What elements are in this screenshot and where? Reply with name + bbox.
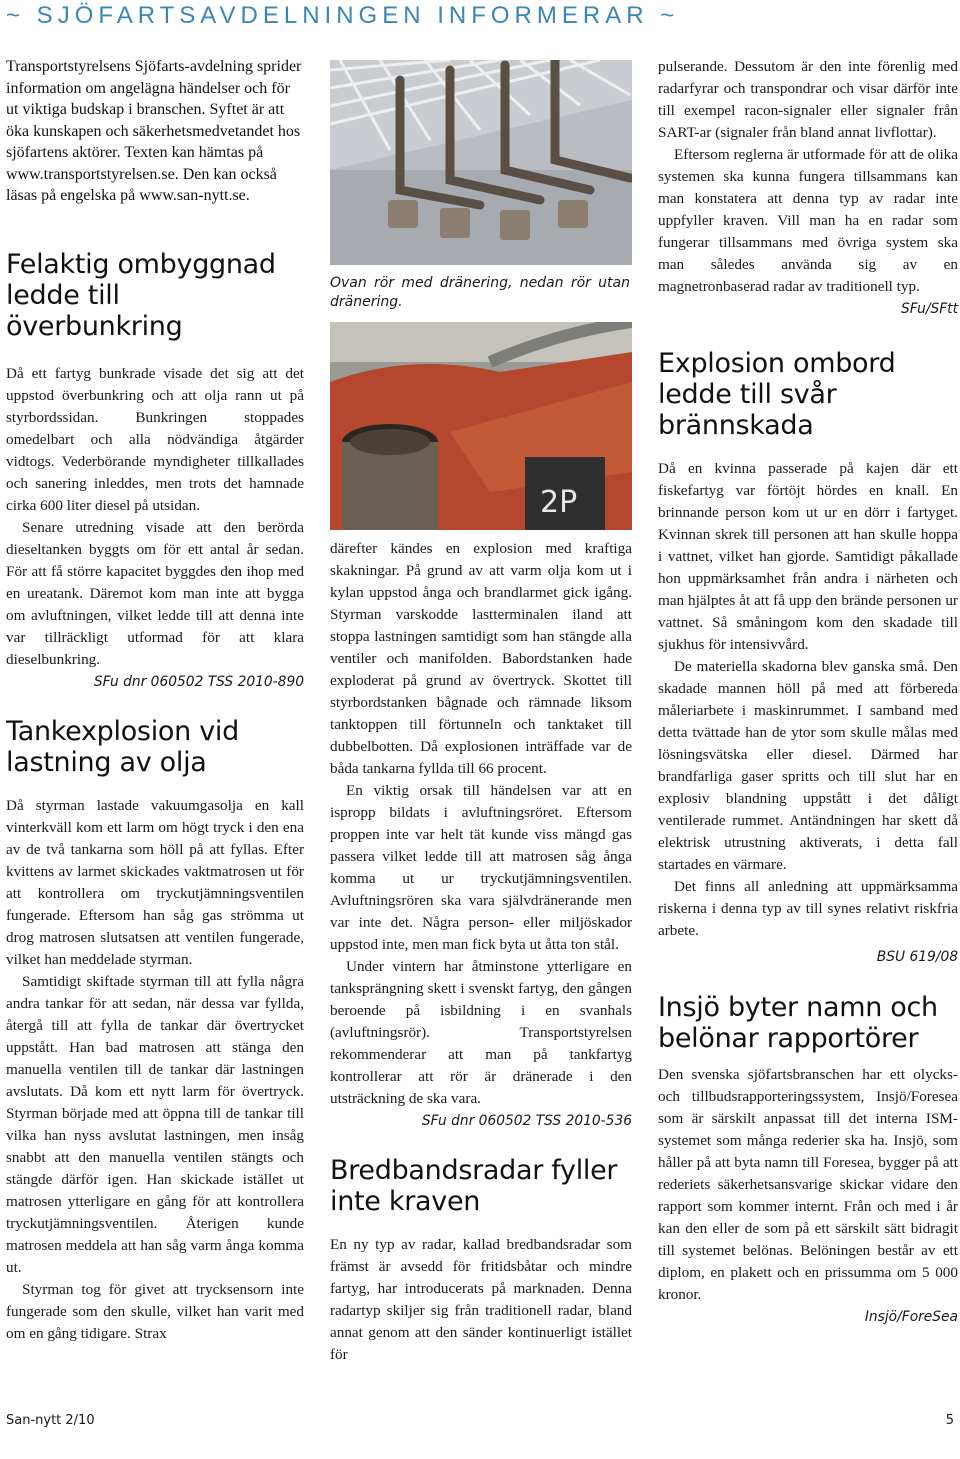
article-paragraph: En viktig orsak till händelsen var att en ispropp bildats i avluftningsröret. Eftersom proppen inte var helt tät kunde viss mängd gas passera vilket ledde till att matrosen såg ånga komma ut ur tryckutjämningsventilen. Avluftningsrören ska vara självdränerande men var inte det. Några person- eller miljöskador uppstod inte, men man fick byta ut åtta ton stål.: [330, 782, 632, 953]
article-paragraph: Då styrman lastade vakuumgasolja en kall vinterkväll kom ett larm om högt tryck i den ena av de två tankarna som höll på att fyllas. Efter kvittens av larmet skickades vaktmatrosen ut för att kontrollera om tryckutjämningsventilen fungerade. Eftersom han såg gas strömma ut drog matrosen slutsatsen att ventilen fungerade, vilket han meddelade styrman.: [6, 796, 304, 968]
article-paragraph: därefter kändes en explosion med kraftiga skakningar. På grund av att varm olja kom ut i kylan uppstod ånga och brandlarmet gick igång. Styrman varskodde lastterminalen iland att stoppa lastningen samtidigt som han stängde alla ventiler och manifolden. Babordstanken hade exploderat på grund av övertryck. Skottet till styrbordstanken bågnade och rämnade liksom tanktoppen till förtunneln och tanktaket till dubbelbotten. Då explosionen inträffade var de båda tankarna fyllda till 66 procent.: [330, 540, 632, 777]
article-paragraph: Det finns all anledning att uppmärksamma riskerna i denna typ av till synes relativt riskfria arbete.: [658, 878, 958, 939]
page-header: [0, 0, 960, 38]
article-title: Tankexplosion vid lastning av olja: [6, 715, 239, 778]
pipes-drained-photo: [330, 60, 632, 265]
article-title: Felaktig ombyggnad ledde till överbunkring: [6, 248, 276, 342]
article-paragraph: Senare utredning visade att den berörda dieseltanken byggts om för ett antal år sedan. För att få större kapacitet byggdes den ihop med en ureatank. Däremot kom man inte att bygga om avluftningen, vilket ledde till att denna inte var tillräckligt utformad för att klara dieselbunkring.: [6, 518, 304, 668]
article-paragraph: En ny typ av radar, kallad bredbandsradar som främst är avsedd för fritidsbåtar och mindre fartyg, har introducerats på marknaden. Denna radartyp skiljer sig från traditionell radar, bland annat genom att den sänder kontinuerligt istället för: [330, 1236, 632, 1363]
pipes-undrained-photo: [330, 322, 632, 530]
footer-issue: San-nytt 2/10: [6, 1413, 95, 1428]
column-3: [658, 56, 958, 1328]
article-title: Insjö byter namn och belönar rapportörer: [658, 992, 938, 1054]
article-paragraph: pulserande. Dessutom är den inte förenlig med radarfyrar och transpondrar och visar därför inte till exempel racon-signaler eller signaler från SART-ar (signaler från bland annat livflottar).: [658, 58, 958, 141]
article-paragraph: Under vintern har åtminstone ytterligare en tanksprängning skett i svenskt fartyg, den gången beroende på isbildning i en svanhals (avluftningsrör). Transportstyrelsen rekommenderar att man på tankfartyg kontrollerar att rör är dränerade i den utsträckning de ska vara.: [330, 958, 632, 1107]
page-number: 5: [945, 1413, 954, 1428]
tank-label: 2P: [540, 485, 578, 520]
article-signature: Insjö/ForeSea: [864, 1309, 958, 1325]
article-paragraph: Då en kvinna passerade på kajen där ett fiskefartyg var förtöjt hördes en knall. En brinnande person kom ut ur en dörr i fartyget. Kvinnan skrek till personen att han skulle hoppa i vattnet, vilket han gjorde. Samtidigt påkallade hon uppmärksamhet från andra i närheten och man hjälptes åt att få upp den brände personen ur vattnet. Så småningom kom den skadade till sjukhus för intensivvård.: [658, 460, 958, 653]
article-signature: SFu/SFtt: [900, 301, 958, 317]
intro-text: Transportstyrelsens Sjöfarts-avdelning sprider information om angelägna händelser och för ut viktiga budskap i branschen. Syftet är att öka kunskapen och säkerhetsmedvetandet hos sjöfartens aktörer. Texten kan hämtas på www.transportstyrelsen.se. Den kan också läsas på engelska på www.san-nytt.se.: [6, 58, 302, 204]
column-2: [330, 538, 632, 1366]
section-title: ~ SJÖFARTSAVDELNINGEN INFORMERAR ~: [6, 2, 680, 29]
article-paragraph: Styrman tog för givet att trycksensorn inte fungerade som den skulle, vilket han varit med om en gång tidigare. Strax: [6, 1280, 304, 1342]
article-title: Bredbandsradar fyller inte kraven: [330, 1155, 618, 1217]
article-title: Explosion ombord ledde till svår brännskada: [658, 348, 896, 441]
photo-caption: Ovan rör med dränering, nedan rör utan dränering.: [330, 275, 630, 310]
article-paragraph: De materiella skadorna blev ganska små. Den skadade mannen höll på med att förbereda måleriarbete i maskinrummet. I samband med detta tvättade han de ytor som skulle målas med lösningsvätska eller diesel. Därmed har brandfarliga gaser spritts och till slut har en explosiv blandning uppstått i det dåligt ventilerade rummet. Antändningen har skett då elektrisk utrustning aktiverats, i detta fall startades en värmare.: [658, 658, 958, 873]
article-paragraph: Då ett fartyg bunkrade visade det sig att det uppstod överbunkring och att olja rann ut på styrbordssidan. Bunkringen stoppades omedelbart och alla nödvändiga åtgärder vidtogs. Vederbörande myndigheter tillkallades och sanering inleddes, men trots det hamnade cirka 600 liter diesel på utsidan.: [6, 364, 304, 514]
article-signature: SFu dnr 060502 TSS 2010-890: [93, 673, 304, 690]
column-1: [6, 56, 304, 1345]
article-paragraph: Eftersom reglerna är utformade för att de olika systemen ska kunna fungera tillsammans kan man konstatera att denna typ av radar inte uppfyller kraven. Vill man ha en radar som fungerar tillsammans med övriga system ska man således använda sig av en magnetronbaserad radar av traditionell typ.: [658, 146, 958, 295]
article-signature: BSU 619/08: [876, 949, 958, 965]
article-paragraph: Samtidigt skiftade styrman till att fylla några andra tankar för att sedan, när dessa var fyllda, återgå till att fylla de tankar där övertrycket uppstått. Han bad matrosen att stänga den manuella ventilen till de tankar där lastningen avslutats. Då kom ett nytt larm för övertryck. Styrman började med att öppna till de tankar till vilka han nyss avslutat lastningen, men insåg snabbt att den manuella ventilen stängts och stängde därför igen. Han skickade istället ut matrosen ytterligare en gång för att kontrollera tryckutjämningsventilen. Återigen kunde matrosen meddela att han såg varm ånga komma ut.: [6, 972, 304, 1276]
article-signature: SFu dnr 060502 TSS 2010-536: [421, 1113, 632, 1129]
article-paragraph: Den svenska sjöfartsbranschen har ett olycks- och tillbudsrapporteringssystem, Insjö/Foresea som är särskilt anpassat till det interna ISM-systemet som många rederier ska ha. Insjö, som håller på att byta namn till Foresea, bygger på att rederiets säkerhetsansvarige skickar vidare den rapport som kommer internt. Från och med i år kan den eller de som på ett särskilt sätt bidragit till systemet belönas. Belöningen består av ett diplom, en plakett och en prissumma om 5 000 kronor.: [658, 1066, 958, 1303]
